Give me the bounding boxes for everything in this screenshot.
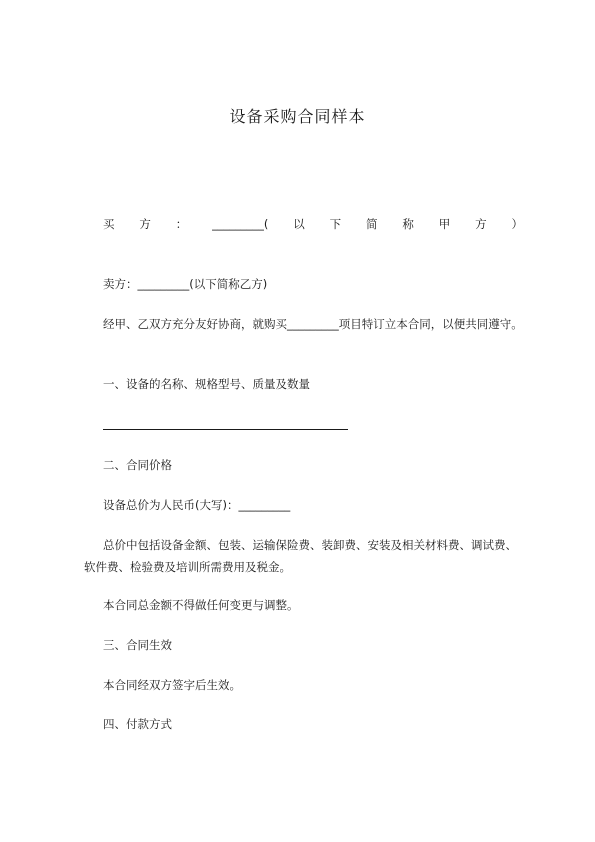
- buyer-char: ）: [511, 217, 523, 231]
- price-includes-paragraph: 总价中包括设备金额、包装、运输保险费、装卸费、安装及相关材料费、调试费、软件费、检验费及培训所需费用及税金。: [84, 538, 517, 574]
- blank-rule: [103, 429, 348, 430]
- seller-line: 卖方：_________(以下简称乙方): [103, 277, 268, 291]
- section4-heading: 四、付款方式: [103, 717, 172, 731]
- buyer-char: 简: [366, 217, 378, 231]
- section2-heading: 二、合同价格: [103, 458, 172, 472]
- buyer-blank: _________(: [212, 217, 269, 231]
- buyer-char: 下: [329, 217, 342, 231]
- effective-line: 本合同经双方签字后生效。: [103, 678, 241, 692]
- no-change-line: 本合同总金额不得做任何变更与调整。: [103, 598, 299, 612]
- buyer-char: 称: [402, 217, 414, 231]
- document-title: 设备采购合同样本: [229, 107, 366, 126]
- intro-paragraph: 经甲、乙双方充分友好协商，就购买_________项目特订立本合同，以便共同遵守。: [103, 317, 523, 331]
- buyer-char: 以: [293, 217, 305, 231]
- section1-heading: 一、设备的名称、规格型号、质量及数量: [103, 377, 310, 391]
- total-price-line: 设备总价为人民币(大写)：_________: [103, 498, 291, 512]
- buyer-char: 买: [103, 217, 115, 231]
- buyer-line: [103, 214, 523, 234]
- section3-heading: 三、合同生效: [103, 638, 172, 652]
- buyer-char: 方: [139, 217, 151, 231]
- buyer-char: 甲: [438, 217, 451, 231]
- buyer-char: 方: [475, 217, 487, 231]
- buyer-char: ：: [175, 217, 188, 231]
